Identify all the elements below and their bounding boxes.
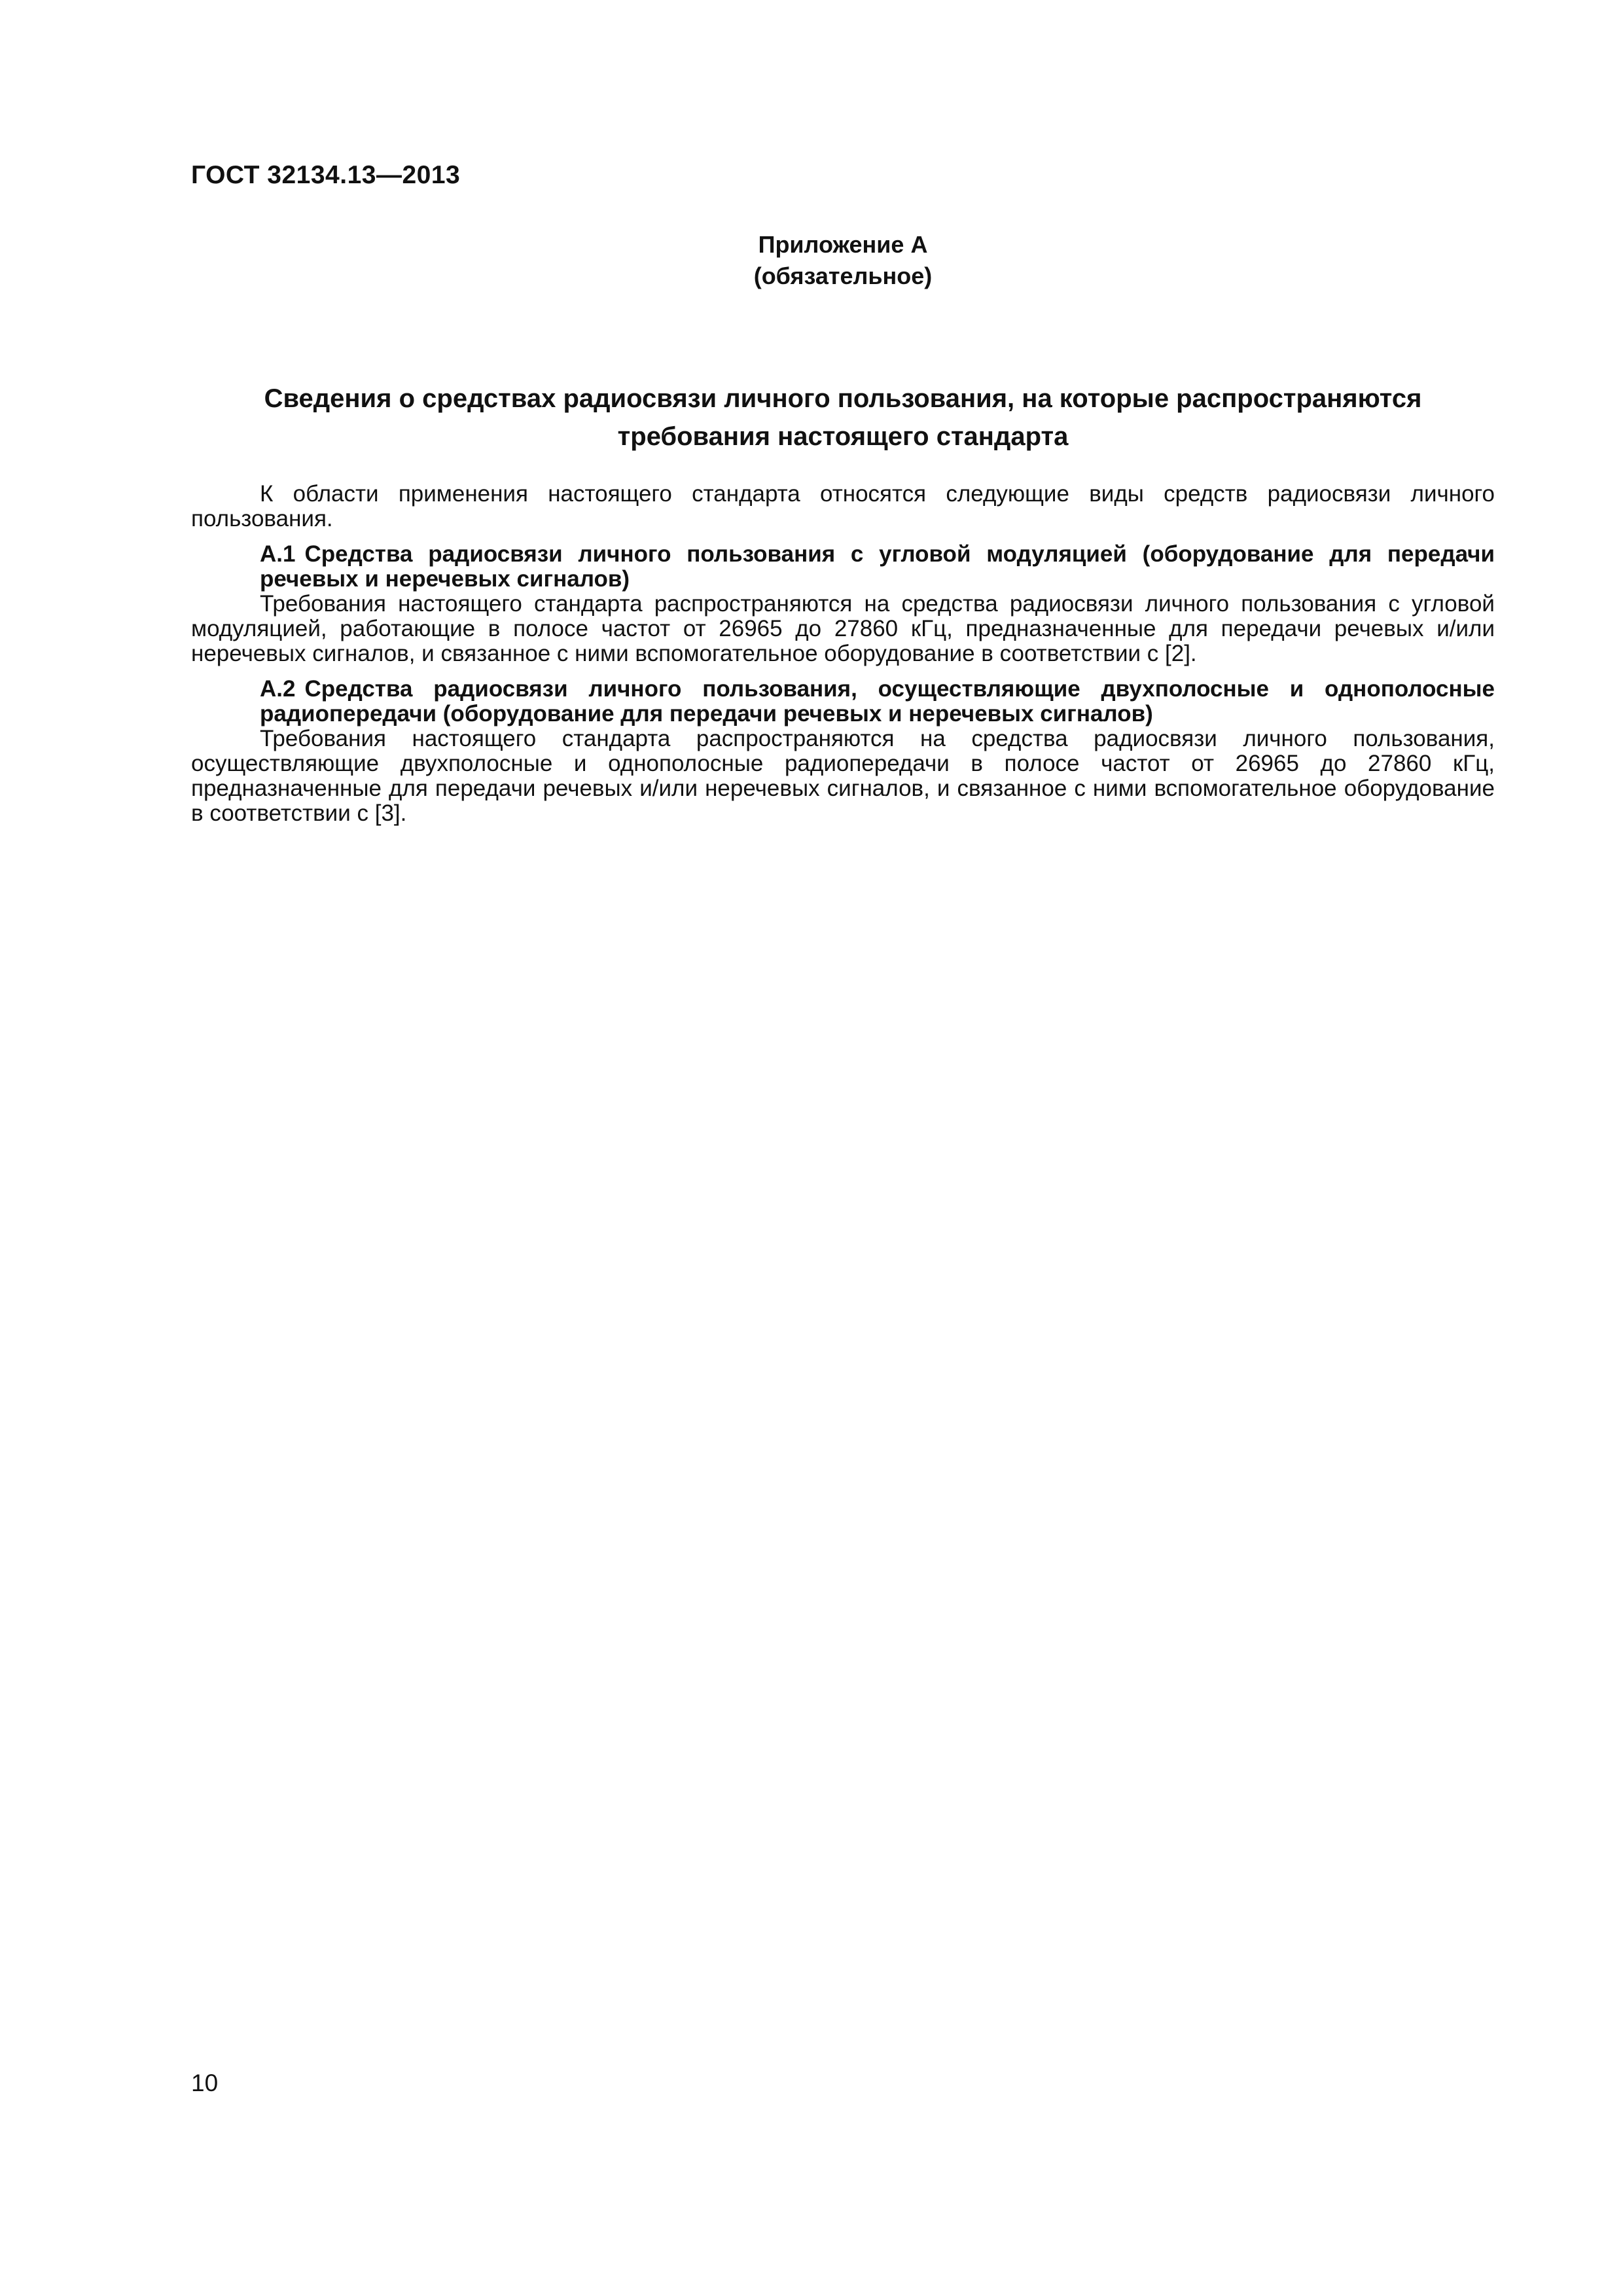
section-heading-a1 (191, 542, 1495, 592)
document-body (191, 482, 1495, 826)
intro-paragraph: К области применения настоящего стандарта относятся следующие виды средств радиосвязи личного пользования. (191, 481, 1495, 531)
section-number: А.1 (260, 541, 296, 567)
appendix-status: (обязательное) (753, 262, 933, 289)
section-heading-text: Средства радиосвязи личного пользования, осуществляющие двухполосные и однополосные радиопередачи (оборудование для передачи речевых и неречевых сигналов) (260, 676, 1495, 726)
section-paragraph-a1: Требования настоящего стандарта распространяются на средства радиосвязи личного пользования с угловой модуляцией, работающие в полосе частот от 26965 до 27860 кГц, предназначенные для передачи речевых и/или неречевых сигналов, и связанное с ними вспомогательное оборудование в соответствии с [2]. (191, 591, 1495, 666)
section-heading-a2 (191, 677, 1495, 726)
page-number: 10 (191, 2070, 219, 2096)
section-number: А.2 (260, 676, 296, 702)
appendix-title (191, 380, 1495, 456)
appendix-title-line-2: требования настоящего стандарта (617, 422, 1069, 451)
appendix-title-line-1: Сведения о средствах радиосвязи личного пользования, на которые распространяются (264, 384, 1422, 413)
section-heading-text: Средства радиосвязи личного пользования с угловой модуляцией (оборудование для передачи речевых и неречевых сигналов) (260, 541, 1495, 592)
appendix-label-block (191, 229, 1495, 292)
document-code: ГОСТ 32134.13—2013 (191, 161, 461, 189)
appendix-label: Приложение А (758, 231, 928, 258)
section-paragraph-a2: Требования настоящего стандарта распространяются на средства радиосвязи личного пользования, осуществляющие двухполосные и однополосные радиопередачи в полосе частот от 26965 до 27860 кГц, предназначенные для передачи речевых и/или неречевых сигналов, и связанное с ними вспомогательное оборудование в соответствии с [3]. (191, 726, 1495, 826)
